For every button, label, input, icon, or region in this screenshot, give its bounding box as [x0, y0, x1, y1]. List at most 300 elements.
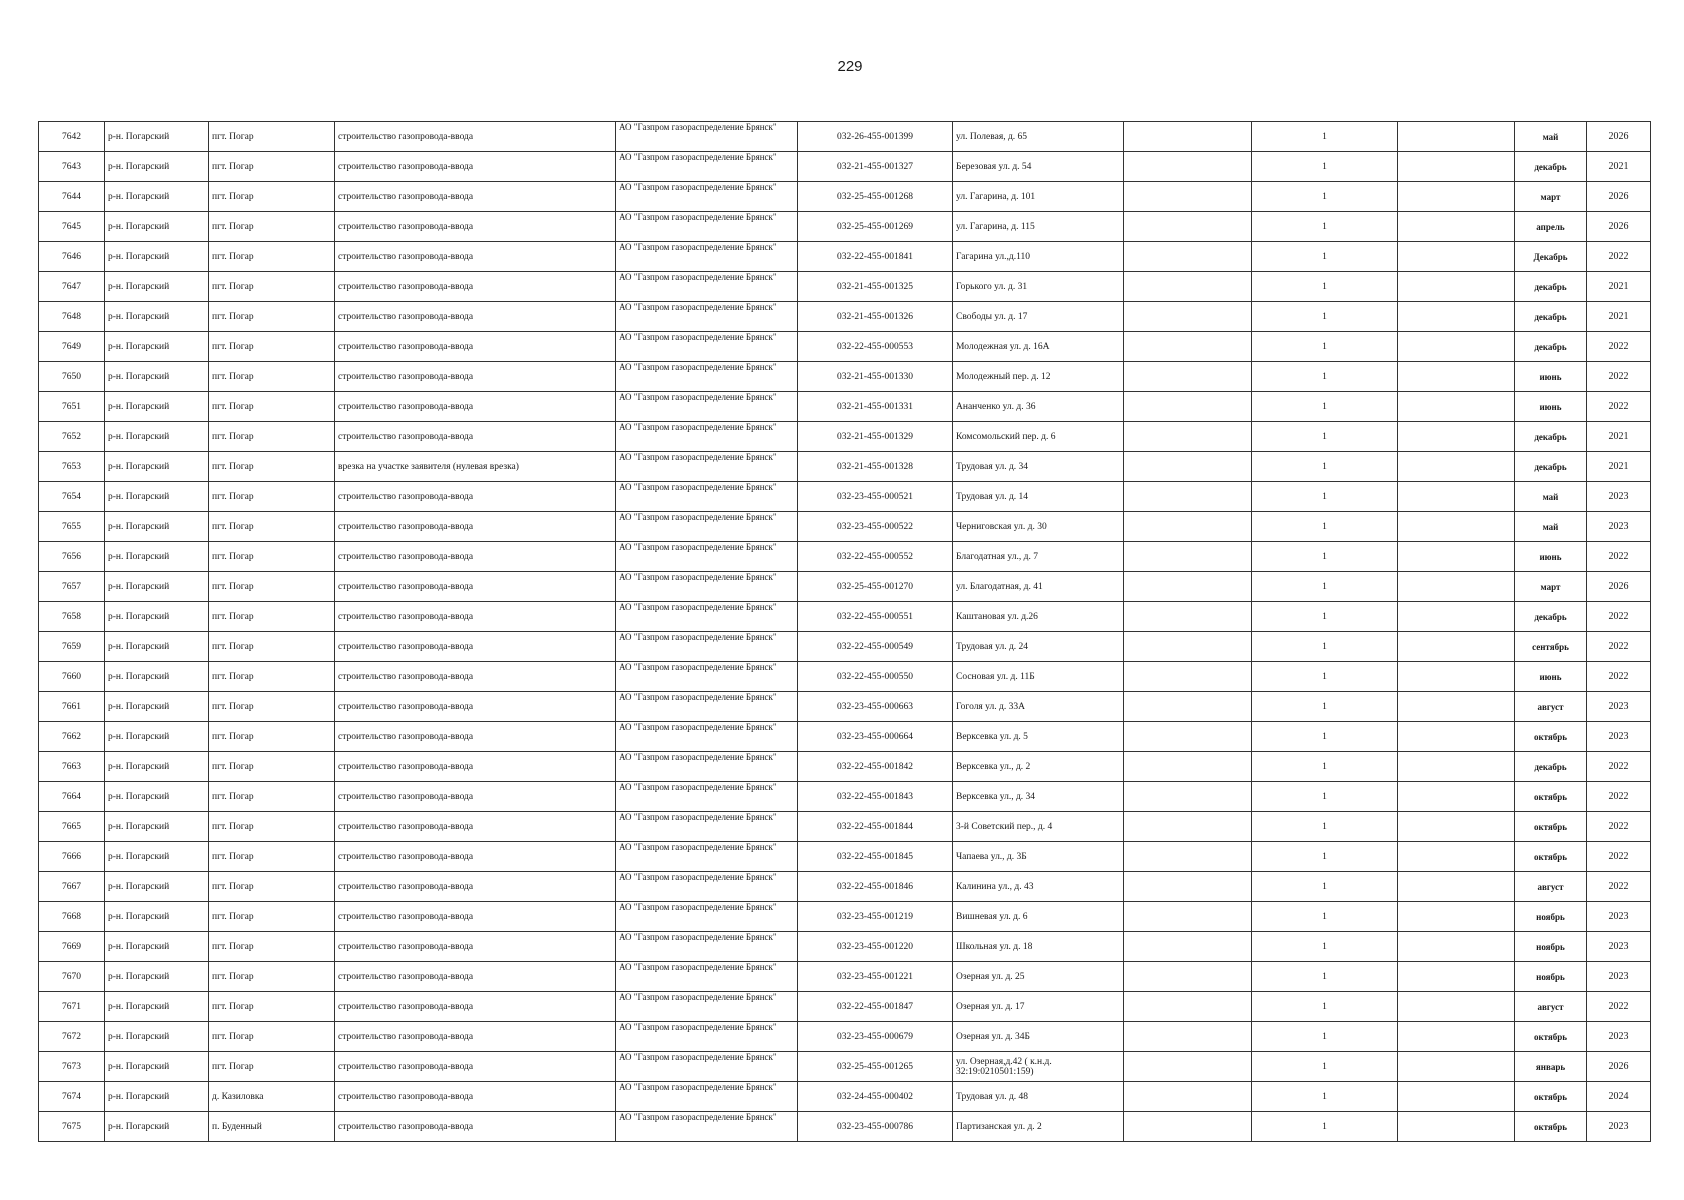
district-cell: р-н. Погарский: [105, 422, 209, 452]
settlement-cell: пгт. Погар: [209, 632, 335, 662]
district-cell: р-н. Погарский: [105, 182, 209, 212]
district-cell: р-н. Погарский: [105, 1052, 209, 1082]
address-cell: ул. Благодатная, д. 41: [953, 572, 1124, 602]
quantity-cell: 1: [1252, 242, 1398, 272]
settlement-cell: пгт. Погар: [209, 122, 335, 152]
address-cell: Чапаева ул., д. 3Б: [953, 842, 1124, 872]
empty-cell: [1398, 872, 1515, 902]
district-cell: р-н. Погарский: [105, 272, 209, 302]
table-row: [39, 872, 1651, 902]
row-number-cell: 7654: [39, 482, 105, 512]
row-number-cell: 7667: [39, 872, 105, 902]
empty-cell: [1124, 302, 1252, 332]
month-cell: июнь: [1515, 392, 1587, 422]
row-number-cell: 7650: [39, 362, 105, 392]
code-cell: 032-22-455-001844: [798, 812, 953, 842]
work-type-cell: строительство газопровода-ввода: [335, 632, 616, 662]
settlement-cell: пгт. Погар: [209, 902, 335, 932]
code-cell: 032-25-455-001268: [798, 182, 953, 212]
empty-cell: [1398, 182, 1515, 212]
code-cell: 032-21-455-001330: [798, 362, 953, 392]
month-cell: ноябрь: [1515, 932, 1587, 962]
month-cell: октябрь: [1515, 782, 1587, 812]
work-type-cell: строительство газопровода-ввода: [335, 872, 616, 902]
year-cell: 2022: [1587, 782, 1651, 812]
empty-cell: [1398, 692, 1515, 722]
work-type-cell: строительство газопровода-ввода: [335, 662, 616, 692]
table-row: [39, 962, 1651, 992]
empty-cell: [1398, 572, 1515, 602]
table-row: [39, 572, 1651, 602]
empty-cell: [1124, 1022, 1252, 1052]
table-row: [39, 272, 1651, 302]
empty-cell: [1124, 812, 1252, 842]
owner-cell: АО "Газпром газораспределение Брянск": [616, 422, 798, 452]
empty-cell: [1124, 1052, 1252, 1082]
district-cell: р-н. Погарский: [105, 242, 209, 272]
district-cell: р-н. Погарский: [105, 812, 209, 842]
settlement-cell: пгт. Погар: [209, 692, 335, 722]
month-cell: октябрь: [1515, 1082, 1587, 1112]
work-type-cell: строительство газопровода-ввода: [335, 602, 616, 632]
table-row: [39, 722, 1651, 752]
empty-cell: [1398, 362, 1515, 392]
owner-cell: АО "Газпром газораспределение Брянск": [616, 962, 798, 992]
work-type-cell: строительство газопровода-ввода: [335, 842, 616, 872]
year-cell: 2023: [1587, 932, 1651, 962]
year-cell: 2021: [1587, 302, 1651, 332]
district-cell: р-н. Погарский: [105, 962, 209, 992]
year-cell: 2021: [1587, 452, 1651, 482]
year-cell: 2026: [1587, 122, 1651, 152]
work-type-cell: строительство газопровода-ввода: [335, 962, 616, 992]
empty-cell: [1398, 962, 1515, 992]
district-cell: р-н. Погарский: [105, 152, 209, 182]
owner-cell: АО "Газпром газораспределение Брянск": [616, 842, 798, 872]
code-cell: 032-21-455-001327: [798, 152, 953, 182]
address-cell: Черниговская ул. д. 30: [953, 512, 1124, 542]
settlement-cell: пгт. Погар: [209, 152, 335, 182]
quantity-cell: 1: [1252, 212, 1398, 242]
quantity-cell: 1: [1252, 722, 1398, 752]
owner-cell: АО "Газпром газораспределение Брянск": [616, 692, 798, 722]
year-cell: 2023: [1587, 1022, 1651, 1052]
row-number-cell: 7671: [39, 992, 105, 1022]
month-cell: ноябрь: [1515, 962, 1587, 992]
owner-cell: АО "Газпром газораспределение Брянск": [616, 752, 798, 782]
empty-cell: [1124, 212, 1252, 242]
empty-cell: [1124, 782, 1252, 812]
settlement-cell: пгт. Погар: [209, 542, 335, 572]
table-row: [39, 512, 1651, 542]
empty-cell: [1124, 692, 1252, 722]
table-row: [39, 1022, 1651, 1052]
code-cell: 032-22-455-001842: [798, 752, 953, 782]
empty-cell: [1398, 782, 1515, 812]
empty-cell: [1124, 752, 1252, 782]
quantity-cell: 1: [1252, 542, 1398, 572]
month-cell: декабрь: [1515, 602, 1587, 632]
owner-cell: АО "Газпром газораспределение Брянск": [616, 602, 798, 632]
code-cell: 032-22-455-001845: [798, 842, 953, 872]
month-cell: октябрь: [1515, 722, 1587, 752]
quantity-cell: 1: [1252, 1052, 1398, 1082]
empty-cell: [1398, 632, 1515, 662]
quantity-cell: 1: [1252, 962, 1398, 992]
year-cell: 2023: [1587, 902, 1651, 932]
row-number-cell: 7647: [39, 272, 105, 302]
work-type-cell: строительство газопровода-ввода: [335, 572, 616, 602]
quantity-cell: 1: [1252, 152, 1398, 182]
row-number-cell: 7674: [39, 1082, 105, 1112]
code-cell: 032-22-455-000551: [798, 602, 953, 632]
work-type-cell: строительство газопровода-ввода: [335, 932, 616, 962]
work-type-cell: строительство газопровода-ввода: [335, 1112, 616, 1142]
quantity-cell: 1: [1252, 422, 1398, 452]
code-cell: 032-23-455-000521: [798, 482, 953, 512]
empty-cell: [1398, 152, 1515, 182]
settlement-cell: пгт. Погар: [209, 482, 335, 512]
empty-cell: [1124, 632, 1252, 662]
district-cell: р-н. Погарский: [105, 212, 209, 242]
work-type-cell: строительство газопровода-ввода: [335, 1052, 616, 1082]
table-row: [39, 932, 1651, 962]
quantity-cell: 1: [1252, 302, 1398, 332]
year-cell: 2023: [1587, 1112, 1651, 1142]
work-type-cell: строительство газопровода-ввода: [335, 332, 616, 362]
year-cell: 2022: [1587, 332, 1651, 362]
settlement-cell: пгт. Погар: [209, 422, 335, 452]
empty-cell: [1398, 482, 1515, 512]
empty-cell: [1398, 542, 1515, 572]
empty-cell: [1398, 902, 1515, 932]
month-cell: май: [1515, 482, 1587, 512]
quantity-cell: 1: [1252, 572, 1398, 602]
work-type-cell: строительство газопровода-ввода: [335, 302, 616, 332]
month-cell: август: [1515, 992, 1587, 1022]
row-number-cell: 7672: [39, 1022, 105, 1052]
row-number-cell: 7655: [39, 512, 105, 542]
code-cell: 032-22-455-001846: [798, 872, 953, 902]
quantity-cell: 1: [1252, 692, 1398, 722]
address-cell: Гагарина ул.,д.110: [953, 242, 1124, 272]
work-type-cell: строительство газопровода-ввода: [335, 152, 616, 182]
table-row: [39, 422, 1651, 452]
address-cell: Партизанская ул. д. 2: [953, 1112, 1124, 1142]
work-type-cell: строительство газопровода-ввода: [335, 782, 616, 812]
owner-cell: АО "Газпром газораспределение Брянск": [616, 722, 798, 752]
table-row: [39, 392, 1651, 422]
code-cell: 032-26-455-001399: [798, 122, 953, 152]
owner-cell: АО "Газпром газораспределение Брянск": [616, 1022, 798, 1052]
code-cell: 032-23-455-000786: [798, 1112, 953, 1142]
month-cell: август: [1515, 872, 1587, 902]
work-type-cell: строительство газопровода-ввода: [335, 362, 616, 392]
table-row: [39, 1052, 1651, 1082]
empty-cell: [1124, 452, 1252, 482]
district-cell: р-н. Погарский: [105, 782, 209, 812]
address-cell: Горького ул. д. 31: [953, 272, 1124, 302]
settlement-cell: пгт. Погар: [209, 812, 335, 842]
year-cell: 2022: [1587, 992, 1651, 1022]
address-cell: Гоголя ул. д. 33А: [953, 692, 1124, 722]
address-cell: Озерная ул. д. 17: [953, 992, 1124, 1022]
settlement-cell: п. Буденный: [209, 1112, 335, 1142]
month-cell: декабрь: [1515, 452, 1587, 482]
owner-cell: АО "Газпром газораспределение Брянск": [616, 992, 798, 1022]
work-type-cell: строительство газопровода-ввода: [335, 272, 616, 302]
row-number-cell: 7670: [39, 962, 105, 992]
district-cell: р-н. Погарский: [105, 1082, 209, 1112]
owner-cell: АО "Газпром газораспределение Брянск": [616, 212, 798, 242]
row-number-cell: 7668: [39, 902, 105, 932]
empty-cell: [1398, 602, 1515, 632]
empty-cell: [1124, 602, 1252, 632]
code-cell: 032-22-455-000549: [798, 632, 953, 662]
owner-cell: АО "Газпром газораспределение Брянск": [616, 1112, 798, 1142]
year-cell: 2023: [1587, 722, 1651, 752]
month-cell: октябрь: [1515, 1022, 1587, 1052]
row-number-cell: 7660: [39, 662, 105, 692]
address-cell: Ананченко ул. д. 36: [953, 392, 1124, 422]
table-row: [39, 752, 1651, 782]
month-cell: декабрь: [1515, 302, 1587, 332]
table-row: [39, 302, 1651, 332]
year-cell: 2026: [1587, 1052, 1651, 1082]
row-number-cell: 7643: [39, 152, 105, 182]
address-cell: Свободы ул. д. 17: [953, 302, 1124, 332]
owner-cell: АО "Газпром газораспределение Брянск": [616, 542, 798, 572]
year-cell: 2023: [1587, 512, 1651, 542]
empty-cell: [1124, 362, 1252, 392]
month-cell: июнь: [1515, 662, 1587, 692]
code-cell: 032-23-455-000522: [798, 512, 953, 542]
owner-cell: АО "Газпром газораспределение Брянск": [616, 782, 798, 812]
empty-cell: [1398, 392, 1515, 422]
table-row: [39, 542, 1651, 572]
month-cell: март: [1515, 182, 1587, 212]
settlement-cell: пгт. Погар: [209, 1052, 335, 1082]
district-cell: р-н. Погарский: [105, 572, 209, 602]
owner-cell: АО "Газпром газораспределение Брянск": [616, 932, 798, 962]
district-cell: р-н. Погарский: [105, 302, 209, 332]
settlement-cell: пгт. Погар: [209, 602, 335, 632]
quantity-cell: 1: [1252, 122, 1398, 152]
quantity-cell: 1: [1252, 992, 1398, 1022]
quantity-cell: 1: [1252, 812, 1398, 842]
settlement-cell: пгт. Погар: [209, 962, 335, 992]
code-cell: 032-23-455-001220: [798, 932, 953, 962]
month-cell: декабрь: [1515, 332, 1587, 362]
work-type-cell: строительство газопровода-ввода: [335, 722, 616, 752]
district-cell: р-н. Погарский: [105, 512, 209, 542]
settlement-cell: пгт. Погар: [209, 722, 335, 752]
table-row: [39, 632, 1651, 662]
quantity-cell: 1: [1252, 512, 1398, 542]
address-cell: 3-й Советский пер., д. 4: [953, 812, 1124, 842]
district-cell: р-н. Погарский: [105, 872, 209, 902]
row-number-cell: 7663: [39, 752, 105, 782]
month-cell: декабрь: [1515, 272, 1587, 302]
month-cell: март: [1515, 572, 1587, 602]
settlement-cell: пгт. Погар: [209, 572, 335, 602]
month-cell: ноябрь: [1515, 902, 1587, 932]
settlement-cell: пгт. Погар: [209, 992, 335, 1022]
row-number-cell: 7658: [39, 602, 105, 632]
owner-cell: АО "Газпром газораспределение Брянск": [616, 392, 798, 422]
empty-cell: [1398, 212, 1515, 242]
owner-cell: АО "Газпром газораспределение Брянск": [616, 632, 798, 662]
year-cell: 2026: [1587, 212, 1651, 242]
empty-cell: [1124, 932, 1252, 962]
table-row: [39, 692, 1651, 722]
row-number-cell: 7652: [39, 422, 105, 452]
empty-cell: [1398, 1082, 1515, 1112]
work-type-cell: строительство газопровода-ввода: [335, 422, 616, 452]
table-row: [39, 992, 1651, 1022]
row-number-cell: 7646: [39, 242, 105, 272]
code-cell: 032-22-455-000553: [798, 332, 953, 362]
address-cell: Молодежный пер. д. 12: [953, 362, 1124, 392]
empty-cell: [1398, 452, 1515, 482]
table-row: [39, 602, 1651, 632]
year-cell: 2022: [1587, 812, 1651, 842]
empty-cell: [1398, 992, 1515, 1022]
district-cell: р-н. Погарский: [105, 1112, 209, 1142]
month-cell: декабрь: [1515, 152, 1587, 182]
empty-cell: [1124, 392, 1252, 422]
year-cell: 2022: [1587, 362, 1651, 392]
address-cell: Верксевка ул. д. 5: [953, 722, 1124, 752]
row-number-cell: 7649: [39, 332, 105, 362]
work-type-cell: строительство газопровода-ввода: [335, 902, 616, 932]
district-cell: р-н. Погарский: [105, 692, 209, 722]
district-cell: р-н. Погарский: [105, 842, 209, 872]
code-cell: 032-23-455-001219: [798, 902, 953, 932]
settlement-cell: д. Казиловка: [209, 1082, 335, 1112]
code-cell: 032-22-455-000552: [798, 542, 953, 572]
work-type-cell: строительство газопровода-ввода: [335, 242, 616, 272]
row-number-cell: 7644: [39, 182, 105, 212]
district-cell: р-н. Погарский: [105, 332, 209, 362]
row-number-cell: 7664: [39, 782, 105, 812]
owner-cell: АО "Газпром газораспределение Брянск": [616, 1082, 798, 1112]
empty-cell: [1398, 272, 1515, 302]
month-cell: апрель: [1515, 212, 1587, 242]
table-row: [39, 902, 1651, 932]
quantity-cell: 1: [1252, 752, 1398, 782]
empty-cell: [1124, 662, 1252, 692]
code-cell: 032-22-455-001847: [798, 992, 953, 1022]
empty-cell: [1124, 572, 1252, 602]
empty-cell: [1124, 722, 1252, 752]
empty-cell: [1398, 302, 1515, 332]
address-cell: Озерная ул. д. 34Б: [953, 1022, 1124, 1052]
work-type-cell: строительство газопровода-ввода: [335, 992, 616, 1022]
work-type-cell: строительство газопровода-ввода: [335, 692, 616, 722]
table-body: [39, 122, 1651, 1142]
quantity-cell: 1: [1252, 332, 1398, 362]
address-cell: Трудовая ул. д. 48: [953, 1082, 1124, 1112]
district-cell: р-н. Погарский: [105, 362, 209, 392]
settlement-cell: пгт. Погар: [209, 272, 335, 302]
settlement-cell: пгт. Погар: [209, 302, 335, 332]
year-cell: 2022: [1587, 842, 1651, 872]
owner-cell: АО "Газпром газораспределение Брянск": [616, 302, 798, 332]
year-cell: 2021: [1587, 272, 1651, 302]
year-cell: 2022: [1587, 752, 1651, 782]
address-cell: ул. Гагарина, д. 115: [953, 212, 1124, 242]
month-cell: октябрь: [1515, 842, 1587, 872]
row-number-cell: 7645: [39, 212, 105, 242]
year-cell: 2022: [1587, 872, 1651, 902]
settlement-cell: пгт. Погар: [209, 212, 335, 242]
settlement-cell: пгт. Погар: [209, 782, 335, 812]
empty-cell: [1398, 1112, 1515, 1142]
settlement-cell: пгт. Погар: [209, 332, 335, 362]
empty-cell: [1398, 1052, 1515, 1082]
year-cell: 2023: [1587, 482, 1651, 512]
row-number-cell: 7651: [39, 392, 105, 422]
year-cell: 2022: [1587, 632, 1651, 662]
address-cell: ул. Полевая, д. 65: [953, 122, 1124, 152]
quantity-cell: 1: [1252, 272, 1398, 302]
month-cell: июнь: [1515, 542, 1587, 572]
quantity-cell: 1: [1252, 1112, 1398, 1142]
address-cell: Трудовая ул. д. 24: [953, 632, 1124, 662]
work-type-cell: строительство газопровода-ввода: [335, 512, 616, 542]
settlement-cell: пгт. Погар: [209, 392, 335, 422]
quantity-cell: 1: [1252, 182, 1398, 212]
empty-cell: [1398, 512, 1515, 542]
empty-cell: [1398, 932, 1515, 962]
month-cell: январь: [1515, 1052, 1587, 1082]
year-cell: 2022: [1587, 542, 1651, 572]
table-row: [39, 1082, 1651, 1112]
settlement-cell: пгт. Погар: [209, 362, 335, 392]
settlement-cell: пгт. Погар: [209, 182, 335, 212]
month-cell: Декабрь: [1515, 242, 1587, 272]
owner-cell: АО "Газпром газораспределение Брянск": [616, 1052, 798, 1082]
address-cell: Верксевка ул., д. 34: [953, 782, 1124, 812]
district-cell: р-н. Погарский: [105, 902, 209, 932]
address-cell: Калинина ул., д. 43: [953, 872, 1124, 902]
year-cell: 2026: [1587, 572, 1651, 602]
empty-cell: [1124, 152, 1252, 182]
work-type-cell: строительство газопровода-ввода: [335, 1082, 616, 1112]
empty-cell: [1124, 992, 1252, 1022]
row-number-cell: 7665: [39, 812, 105, 842]
row-number-cell: 7662: [39, 722, 105, 752]
district-cell: р-н. Погарский: [105, 392, 209, 422]
address-cell: Трудовая ул. д. 14: [953, 482, 1124, 512]
owner-cell: АО "Газпром газораспределение Брянск": [616, 452, 798, 482]
empty-cell: [1124, 1082, 1252, 1112]
district-cell: р-н. Погарский: [105, 1022, 209, 1052]
code-cell: 032-22-455-001841: [798, 242, 953, 272]
work-type-cell: строительство газопровода-ввода: [335, 392, 616, 422]
empty-cell: [1398, 422, 1515, 452]
month-cell: сентябрь: [1515, 632, 1587, 662]
row-number-cell: 7666: [39, 842, 105, 872]
year-cell: 2022: [1587, 242, 1651, 272]
address-cell: ул. Гагарина, д. 101: [953, 182, 1124, 212]
district-cell: р-н. Погарский: [105, 482, 209, 512]
quantity-cell: 1: [1252, 782, 1398, 812]
table-row: [39, 152, 1651, 182]
table-row: [39, 362, 1651, 392]
settlement-cell: пгт. Погар: [209, 842, 335, 872]
